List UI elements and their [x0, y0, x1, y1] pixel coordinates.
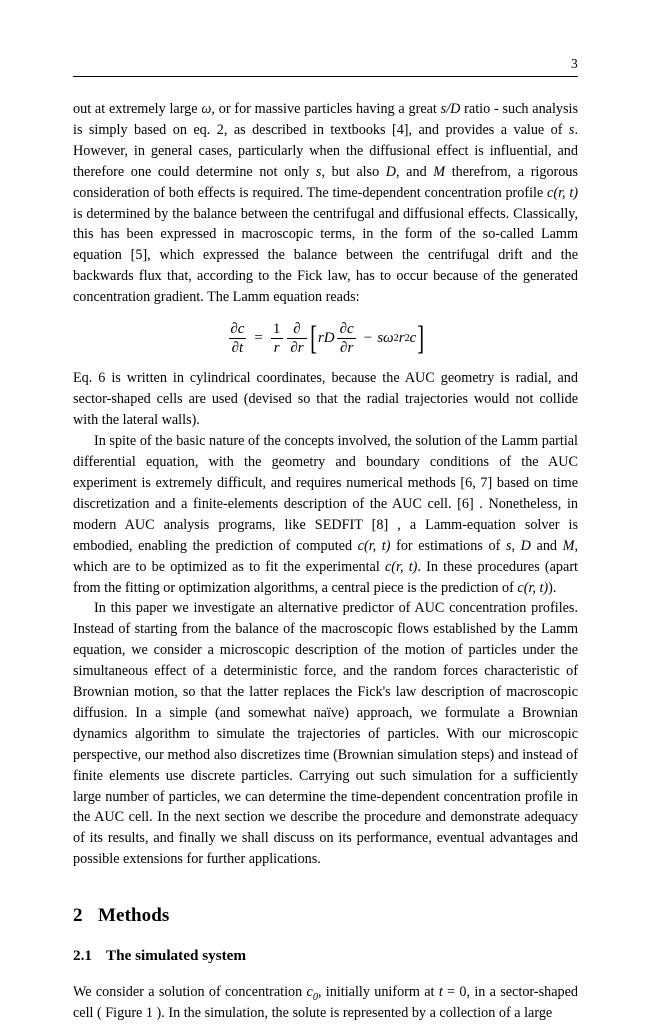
term-r: r: [398, 330, 405, 347]
math-c: c: [306, 983, 313, 1000]
fraction-denominator: ∂r: [287, 338, 306, 356]
math-s: s: [315, 163, 322, 180]
text-run: out at extremely large: [73, 101, 202, 117]
text-run: ratio - such analysis is simply based on eq. 2, as described in textbooks [4], and provides a value of: [73, 101, 578, 138]
math-d: D: [385, 163, 397, 180]
subsection-title: The simulated system: [106, 947, 247, 965]
text-run: is determined by the balance between the centrifugal and diffusional effects. Classically, this has been expressed in macroscopic terms, in the form of the so-called Lamm equation [5], which expressed the balance between the centrifugal drift and the backwards flux that, according to the Fick law, has to occur because of the generated concentration gradient. The Lamm equation reads:: [73, 205, 578, 306]
fraction-denominator: ∂r: [337, 338, 356, 356]
spacer: [73, 927, 578, 948]
spacer: [73, 965, 578, 982]
subsection-number: 2.1: [73, 947, 92, 965]
paragraph-this-paper: In this paper we investigate an alternative predictor of AUC concentration profiles. Instead of starting from the balance of the macroscopic flows established by the Lamm equation, we consider a microscopic description of the motion of particles under the simultaneous effect of a deterministic force, and the random forces characteristic of Brownian motion, so that the latter replaces the Fick's law description of macroscopic diffusion. In a simple (and somewhat naïve) approach, we formulate a Brownian dynamics algorithm to simulate the trajectories of particles. With our microscopic perspective, our method also discretizes time (Brownian simulation steps) and instead of finite elements use discrete particles. Carrying out such simulation for a sufficiently large number of particles, we can determine the time-dependent concentration profile in the AUC cell. In the next section we describe the procedure and demonstrate adequacy of its results, and finally we shall discuss on its performance, eventual advantages and possible extensions for further applications.: [73, 600, 578, 868]
fraction-denominator: ∂t: [229, 338, 247, 356]
fraction-dc-dr: [337, 321, 357, 356]
text-run: , which are to be optimized as to fit the experimental: [73, 537, 579, 575]
fraction-numerator: ∂c: [339, 321, 354, 338]
text-run: In spite of the basic nature of the concepts involved, the solution of the Lamm partial differential equation, with the geometry and boundary conditions of the AUC experiment is extremely difficult, and requires numerical methods [6, 7] based on time discretization and a finite-elements description of the AUC cell. [6] . Nonetheless, in modern AUC analysis programs, like SEDFIT [8] , a Lamm-equation solver is embodied, enabling the prediction of computed: [73, 433, 578, 554]
math-m: M: [562, 537, 575, 554]
term-omega: ω: [383, 330, 394, 347]
page-content: [73, 0, 579, 1021]
text-run: , or for massive particles having a great: [211, 101, 441, 117]
text-run: , initially uniform at: [317, 983, 439, 1000]
math-s: s: [568, 121, 575, 138]
math-omega: ω: [201, 101, 212, 117]
fraction-numerator: 1: [272, 321, 281, 338]
paragraph-simulated-system: [73, 982, 578, 1024]
section-number: 2: [73, 905, 83, 927]
text-run: , and: [396, 163, 434, 180]
text-run: ,: [511, 537, 521, 554]
display-equation-lamm: [73, 321, 578, 356]
minus-sign: −: [363, 330, 373, 347]
math-c-r-t: c(r, t): [357, 537, 391, 554]
subsection-heading-simulated-system: [73, 948, 578, 965]
math-c-r-t: c(r, t): [517, 579, 549, 596]
fraction-numerator: ∂: [293, 321, 301, 338]
term-s: s: [377, 330, 384, 347]
fraction-one-over-r: [270, 321, 284, 356]
bracket-close: ]: [417, 319, 425, 357]
text-run: = 0, in a sector-shaped cell ( Figure 1 ). In the simulation, the solute is represented by a collection of a large: [73, 983, 578, 1021]
paragraph-continuation: [73, 99, 578, 308]
page-header: [73, 57, 578, 77]
text-run: and: [530, 537, 563, 554]
exponent-two: 2: [393, 332, 399, 344]
term-c: c: [409, 330, 417, 347]
fraction-d-dr: [287, 321, 306, 356]
text-run: ).: [548, 579, 557, 596]
bracket-open: [: [309, 319, 317, 357]
term-rd: rD: [317, 330, 335, 347]
text-run: , but also: [321, 163, 386, 180]
math-d: D: [520, 537, 531, 554]
page-number: 3: [571, 56, 578, 71]
math-m: M: [433, 163, 446, 180]
body-column: [73, 99, 578, 1024]
fraction-denominator: r: [271, 338, 283, 356]
math-c-zero: [306, 983, 318, 1003]
equation-body: [225, 321, 425, 356]
fraction-dc-dt: [227, 321, 247, 356]
equals-sign: =: [254, 330, 263, 347]
subscript-zero: 0: [312, 991, 318, 1003]
header-rule: [73, 76, 578, 77]
paragraph-numerical-methods: [73, 431, 578, 598]
text-run: therefrom, a rigorous consideration of both effects is required. The time-dependent concentration profile: [73, 163, 578, 201]
paragraph-eq6-explanation: Eq. 6 is written in cylindrical coordinates, because the AUC geometry is radial, and sector-shaped cells are used (devised so that the radial trajectories would not collide with the lateral walls).: [73, 370, 578, 429]
math-s-over-d: s/D: [440, 101, 461, 117]
math-c-r-t: c(r, t): [547, 184, 578, 201]
math-t: t: [438, 983, 443, 1000]
text-run: . In these procedures (apart from the fitting or optimization algorithms, a central piece is the prediction of: [73, 558, 578, 596]
section-heading-methods: [73, 906, 578, 927]
math-s: s: [505, 537, 512, 554]
fraction-numerator: ∂c: [230, 321, 245, 338]
math-c-r-t: c(r, t): [384, 558, 418, 575]
section-title: Methods: [98, 905, 170, 927]
exponent-two: 2: [404, 332, 410, 344]
text-run: for estimations of: [390, 537, 506, 554]
spacer: [73, 870, 578, 906]
text-run: We consider a solution of concentration: [73, 983, 307, 1000]
text-run: . However, in general cases, particularly when the diffusional effect is influential, and therefore one could determine not only: [73, 121, 578, 180]
